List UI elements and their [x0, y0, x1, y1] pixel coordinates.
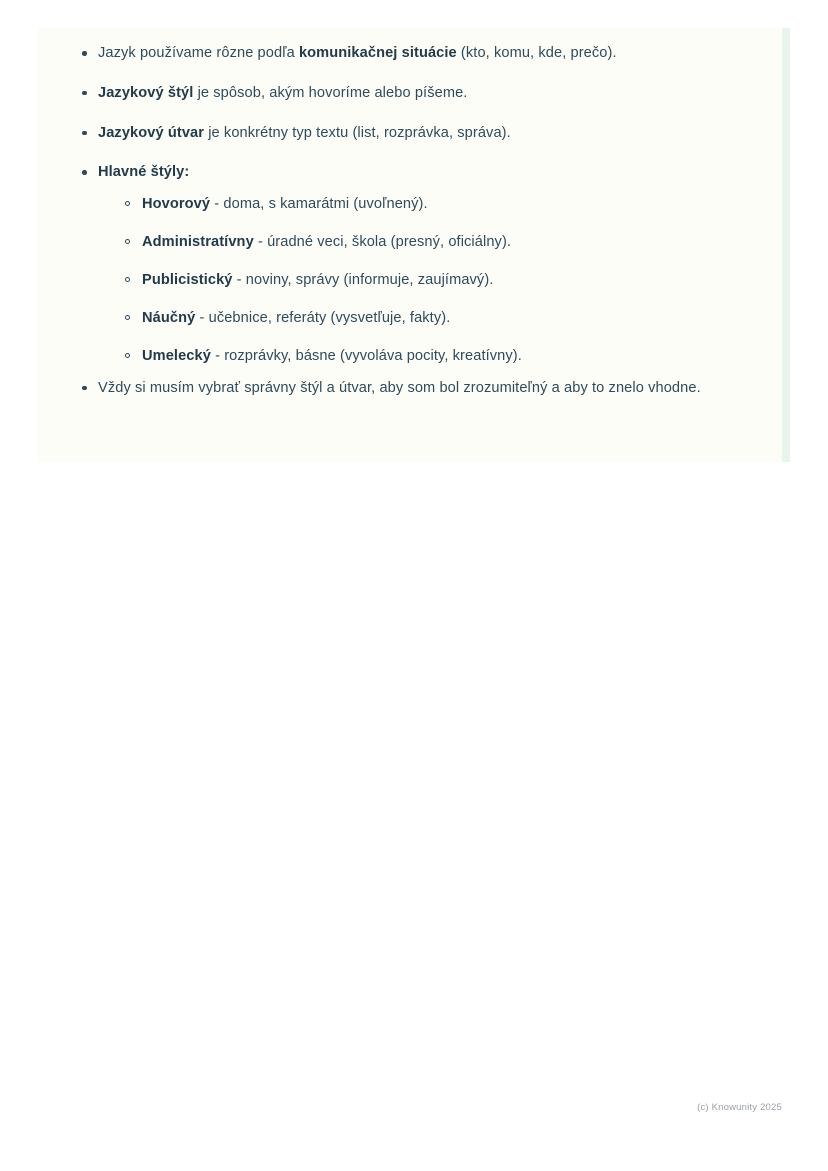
text-run: - učebnice, referáty (vysvetľuje, fakty). [195, 309, 451, 326]
text-run: (kto, komu, kde, prečo). [456, 45, 617, 61]
text-run: je konkrétny typ textu (list, rozprávka, správa). [204, 124, 511, 141]
term-emphasis: Publicistický [142, 271, 233, 288]
sub-list-item-naucny [120, 308, 754, 330]
accent-bar [782, 28, 790, 462]
text-run: - rozprávky, básne (vyvoláva pocity, kreatívny). [210, 347, 522, 364]
notes-list [76, 42, 754, 399]
list-item-jazykovy-utvar [76, 122, 754, 145]
list-item-text [98, 164, 189, 180]
list-item-komunikacna-situacia [76, 42, 754, 65]
list-item-hlavne-styly [76, 161, 754, 367]
term-emphasis: Administratívny [142, 233, 254, 250]
document-content [38, 28, 782, 462]
term-emphasis: Jazykový útvar [98, 124, 205, 141]
term-emphasis: Umelecký [142, 347, 211, 364]
text-run: je spôsob, akým hovoríme alebo píšeme. [193, 84, 468, 101]
text-run: Jazyk používame rôzne podľa [98, 45, 299, 61]
term-emphasis: komunikačnej situácie [298, 45, 457, 61]
sub-list-item-umelecky [120, 346, 754, 368]
list-item-text [98, 380, 701, 396]
sub-list [98, 194, 754, 367]
sub-list-item-hovorovy [120, 194, 754, 216]
text-run: - noviny, správy (informuje, zaujímavý). [232, 271, 494, 288]
text-run: Vždy si musím vybrať správny štýl a útvar, aby som bol zrozumiteľný a aby to znelo vhodne. [98, 379, 701, 396]
sub-list-item-administrativny [120, 232, 754, 254]
term-emphasis: Náučný [142, 309, 196, 326]
term-emphasis: Hlavné štýly: [98, 164, 190, 181]
list-item-zaver [76, 377, 754, 400]
list-item-text [98, 45, 617, 61]
text-run: - úradné veci, škola (presný, oficiálny). [253, 233, 512, 250]
document-card [38, 28, 790, 462]
list-item-jazykovy-styl [76, 82, 754, 105]
term-emphasis: Hovorový [142, 196, 211, 213]
sub-list-item-publicisticky [120, 270, 754, 292]
list-item-text [98, 125, 511, 141]
list-item-text [98, 85, 467, 101]
footer-credit: (c) Knowunity 2025 [697, 1102, 782, 1113]
term-emphasis: Jazykový štýl [98, 84, 194, 101]
text-run: - doma, s kamarátmi (uvoľnený). [210, 196, 428, 213]
